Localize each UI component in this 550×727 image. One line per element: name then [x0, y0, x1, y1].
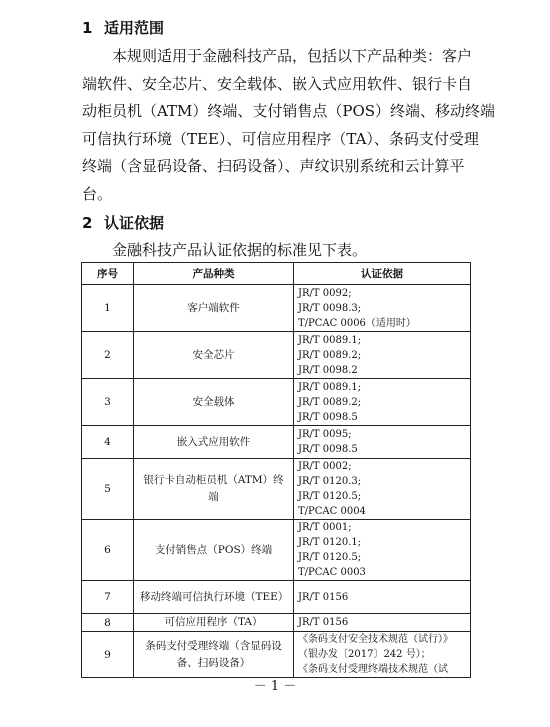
basis-standard: T/PCAC 0004 — [298, 506, 366, 517]
certification-basis — [294, 614, 471, 632]
certification-basis — [294, 581, 471, 614]
product-type: 可信应用程序（TA） — [134, 614, 294, 632]
basis-standard: JR/T 0098.2 — [298, 364, 358, 376]
table-row — [82, 632, 471, 678]
section-1-number: 1 — [82, 19, 93, 37]
basis-standard: JR/T 0002; — [298, 461, 352, 472]
certification-basis — [294, 285, 471, 332]
basis-standard: T/PCAC 0006（适用时） — [298, 317, 416, 329]
row-number: 3 — [82, 379, 134, 426]
section-2-number: 2 — [82, 214, 93, 232]
section-2-title: 认证依据 — [104, 214, 165, 232]
page-number: － 1 － — [253, 679, 297, 694]
header-basis: 认证依据 — [294, 263, 471, 285]
paragraph-line: 可信执行环境（TEE）、可信应用程序（TA）、条码支付受理 — [82, 129, 479, 148]
section-2-heading — [82, 212, 164, 233]
table-row — [82, 520, 471, 581]
section-1-title: 适用范围 — [104, 19, 165, 37]
basis-standard: （银办发〔2017〕242 号）； — [298, 649, 431, 660]
section-1-paragraph — [82, 43, 496, 208]
row-number: 4 — [82, 426, 134, 459]
row-number: 6 — [82, 520, 134, 581]
row-number: 9 — [82, 632, 134, 678]
paragraph-line: 金融科技产品认证依据的标准见下表。 — [112, 241, 368, 259]
table-row — [82, 459, 471, 520]
certification-basis — [294, 379, 471, 426]
row-number: 7 — [82, 581, 134, 614]
product-type: 客户端软件 — [134, 285, 294, 332]
basis-standard: JR/T 0120.1; — [298, 537, 362, 548]
basis-standard: 《条码支付受理终端技术规范（试 — [298, 664, 448, 675]
basis-standard: JR/T 0092; — [298, 287, 352, 299]
section-1-heading — [82, 17, 164, 38]
section-2-paragraph — [82, 237, 474, 265]
basis-standard: JR/T 0089.2; — [298, 349, 362, 361]
table-row — [82, 581, 471, 614]
basis-standard: JR/T 0156 — [298, 617, 349, 628]
paragraph-line: 台。 — [82, 184, 113, 203]
basis-standard: JR/T 0089.2; — [298, 396, 362, 408]
product-type: 条码支付受理终端（含显码设备、扫码设备） — [134, 632, 294, 678]
product-type: 支付销售点（POS）终端 — [134, 520, 294, 581]
row-number: 1 — [82, 285, 134, 332]
paragraph-line: 端软件、安全芯片、安全载体、嵌入式应用软件、银行卡自 — [82, 74, 473, 93]
table-row — [82, 614, 471, 632]
product-type: 嵌入式应用软件 — [134, 426, 294, 459]
basis-standard: JR/T 0001; — [298, 522, 352, 533]
header-no: 序号 — [82, 263, 134, 285]
basis-standard: JR/T 0089.1; — [298, 334, 362, 346]
basis-standard: JR/T 0098.5 — [298, 411, 358, 423]
paragraph-line: 动柜员机（ATM）终端、支付销售点（POS）终端、移动终端 — [82, 102, 496, 120]
product-type: 银行卡自动柜员机（ATM）终端 — [134, 459, 294, 520]
row-number: 5 — [82, 459, 134, 520]
certification-basis — [294, 520, 471, 581]
basis-standard: JR/T 0098.3; — [298, 302, 362, 314]
header-product: 产品种类 — [134, 263, 294, 285]
basis-standard: JR/T 0095; — [298, 429, 352, 440]
basis-standard: 《条码支付安全技术规范（试行）》 — [298, 634, 453, 645]
basis-standard: JR/T 0120.3; — [298, 476, 362, 487]
product-type: 移动终端可信执行环境（TEE） — [134, 581, 294, 614]
table-row — [82, 332, 471, 379]
product-type: 安全载体 — [134, 379, 294, 426]
certification-basis-table — [81, 262, 471, 678]
basis-standard: T/PCAC 0003 — [298, 567, 366, 578]
basis-standard: JR/T 0156 — [298, 591, 349, 603]
table-row — [82, 426, 471, 459]
table-row — [82, 379, 471, 426]
certification-basis — [294, 426, 471, 459]
basis-standard: JR/T 0120.5; — [298, 552, 362, 563]
basis-standard: JR/T 0120.5; — [298, 491, 362, 502]
product-type: 安全芯片 — [134, 332, 294, 379]
certification-basis — [294, 632, 471, 678]
paragraph-line: 本规则适用于金融科技产品，包括以下产品种类：客户 — [112, 47, 473, 65]
row-number: 2 — [82, 332, 134, 379]
paragraph-line: 终端（含显码设备、扫码设备）、声纹识别系统和云计算平 — [82, 157, 465, 175]
basis-standard: JR/T 0089.1; — [298, 381, 362, 393]
table-header-row — [82, 263, 471, 285]
table-row — [82, 285, 471, 332]
row-number: 8 — [82, 614, 134, 632]
certification-basis — [294, 332, 471, 379]
basis-standard: JR/T 0098.5 — [298, 444, 358, 455]
certification-basis — [294, 459, 471, 520]
